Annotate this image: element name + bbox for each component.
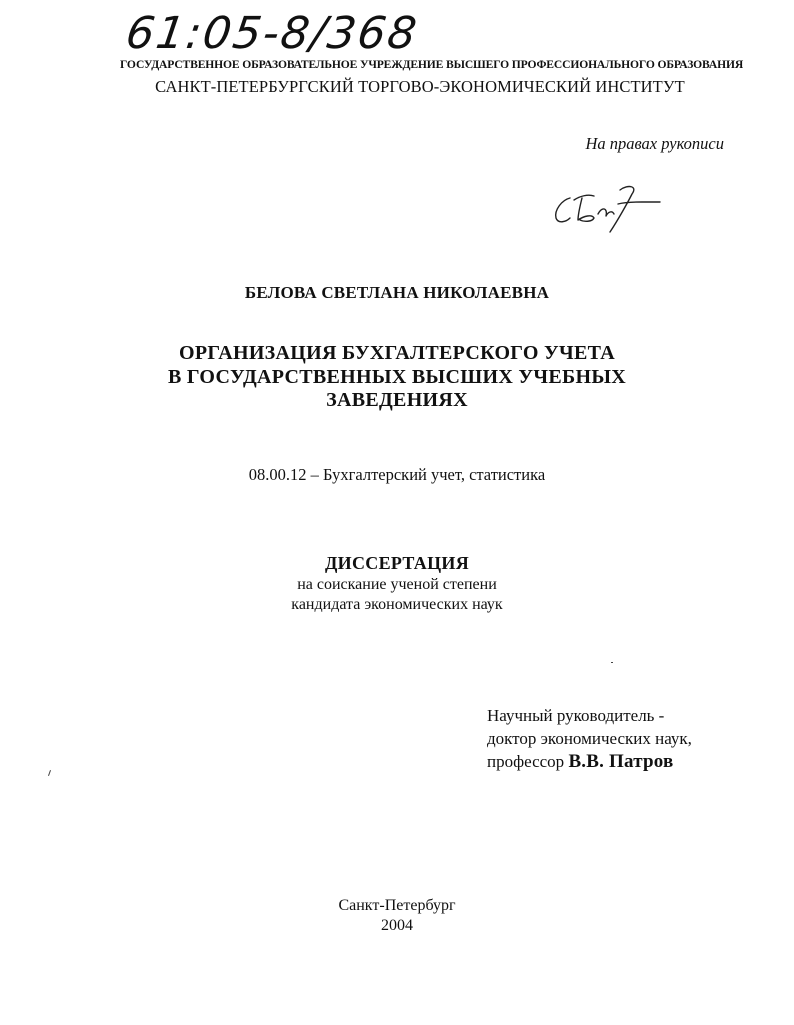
supervisor-title: профессор (487, 752, 565, 771)
dissertation-title-line: ЗАВЕДЕНИЯХ (326, 389, 468, 411)
city: Санкт-Петербург (338, 897, 456, 914)
year: 2004 (381, 917, 413, 934)
signature (548, 180, 678, 240)
manuscript-rights-note: На правах рукописи (585, 134, 724, 153)
degree-line: кандидата экономических наук (291, 596, 503, 613)
organization-name: ГОСУДАРСТВЕННОЕ ОБРАЗОВАТЕЛЬНОЕ УЧРЕЖДЕНИЕ ВЫСШЕГО ПРОФЕССИОНАЛЬНОГО ОБРАЗОВАНИЯ (120, 58, 744, 71)
supervisor-name-line (487, 751, 673, 773)
archive-number-handwritten (128, 8, 448, 56)
dissertation-title-line: ОРГАНИЗАЦИЯ БУХГАЛТЕРСКОГО УЧЕТА (179, 342, 615, 364)
author-name: БЕЛОВА СВЕТЛАНА НИКОЛАЕВНА (244, 283, 550, 302)
scan-speck (611, 662, 613, 663)
svg-text:61:05-8/368: 61:05-8/368 (128, 8, 422, 56)
institute-name: САНКТ-ПЕТЕРБУРГСКИЙ ТОРГОВО-ЭКОНОМИЧЕСКИЙ ИНСТИТУТ (155, 77, 685, 96)
degree-line: на соискание ученой степени (297, 576, 497, 593)
dissertation-title-line: В ГОСУДАРСТВЕННЫХ ВЫСШИХ УЧЕБНЫХ (167, 366, 627, 388)
supervisor-degree: доктор экономических наук, (487, 729, 692, 748)
specialty-code: 08.00.12 – Бухгалтерский учет, статистика (248, 465, 546, 484)
scan-speck (48, 770, 51, 776)
supervisor-label: Научный руководитель - (487, 706, 665, 725)
supervisor-name: В.В. Патров (568, 751, 674, 772)
dissertation-heading: ДИССЕРТАЦИЯ (324, 553, 469, 573)
